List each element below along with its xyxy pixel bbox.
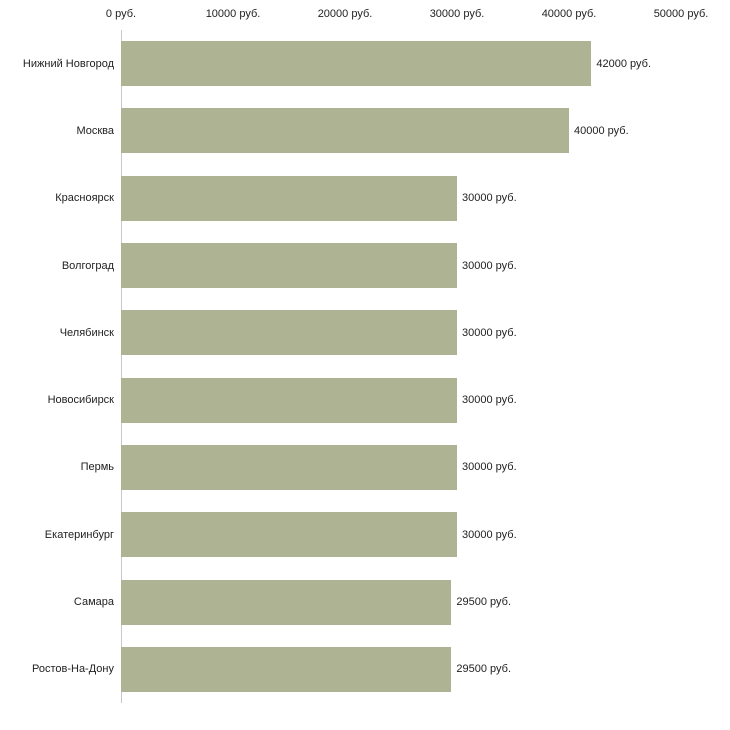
bar-row[interactable] <box>121 378 681 423</box>
x-tick-label: 50000 руб. <box>653 8 709 20</box>
category-label: Пермь <box>80 461 114 474</box>
bar-row[interactable] <box>121 108 681 153</box>
category-label: Екатеринбург <box>44 528 114 541</box>
bar-row[interactable] <box>121 647 681 692</box>
bar[interactable] <box>121 310 457 355</box>
bar-row[interactable] <box>121 176 681 221</box>
bar-row[interactable] <box>121 310 681 355</box>
x-tick-label: 20000 руб. <box>317 8 373 20</box>
category-axis <box>0 30 114 703</box>
x-tick-label: 40000 руб. <box>541 8 597 20</box>
bar-row[interactable] <box>121 512 681 557</box>
bar-value-label: 30000 руб. <box>462 192 517 205</box>
bar[interactable] <box>121 378 457 423</box>
bar-value-label: 30000 руб. <box>462 326 517 339</box>
category-label: Самара <box>73 596 114 609</box>
category-label: Ростов-На-Дону <box>31 663 114 676</box>
bar-value-label: 30000 руб. <box>462 528 517 541</box>
bar-value-label: 42000 руб. <box>596 57 652 70</box>
bar-value-label: 30000 руб. <box>462 394 517 407</box>
bar[interactable] <box>121 108 569 153</box>
x-tick-label: 30000 руб. <box>429 8 485 20</box>
category-label: Новосибирск <box>47 394 114 407</box>
bar[interactable] <box>121 176 457 221</box>
bar-value-label: 30000 руб. <box>462 259 517 272</box>
plot-area <box>121 30 681 703</box>
bar[interactable] <box>121 243 457 288</box>
category-label: Красноярск <box>55 192 114 205</box>
bar[interactable] <box>121 512 457 557</box>
x-tick-label: 10000 руб. <box>205 8 261 20</box>
bar[interactable] <box>121 445 457 490</box>
bar-value-label: 29500 руб. <box>456 596 512 609</box>
bar[interactable] <box>121 41 591 86</box>
bar-row[interactable] <box>121 41 681 86</box>
x-tick-label: 0 руб. <box>105 8 137 20</box>
bar-row[interactable] <box>121 580 681 625</box>
x-axis <box>0 0 730 30</box>
bar[interactable] <box>121 647 451 692</box>
category-label: Нижний Новгород <box>22 57 114 70</box>
bar-row[interactable] <box>121 243 681 288</box>
bar-value-label: 29500 руб. <box>456 663 512 676</box>
category-label: Челябинск <box>59 326 114 339</box>
bar[interactable] <box>121 580 451 625</box>
bar-row[interactable] <box>121 445 681 490</box>
category-label: Волгоград <box>61 259 114 272</box>
bar-value-label: 30000 руб. <box>462 461 517 474</box>
category-label: Москва <box>76 124 114 137</box>
bar-value-label: 40000 руб. <box>574 124 629 137</box>
